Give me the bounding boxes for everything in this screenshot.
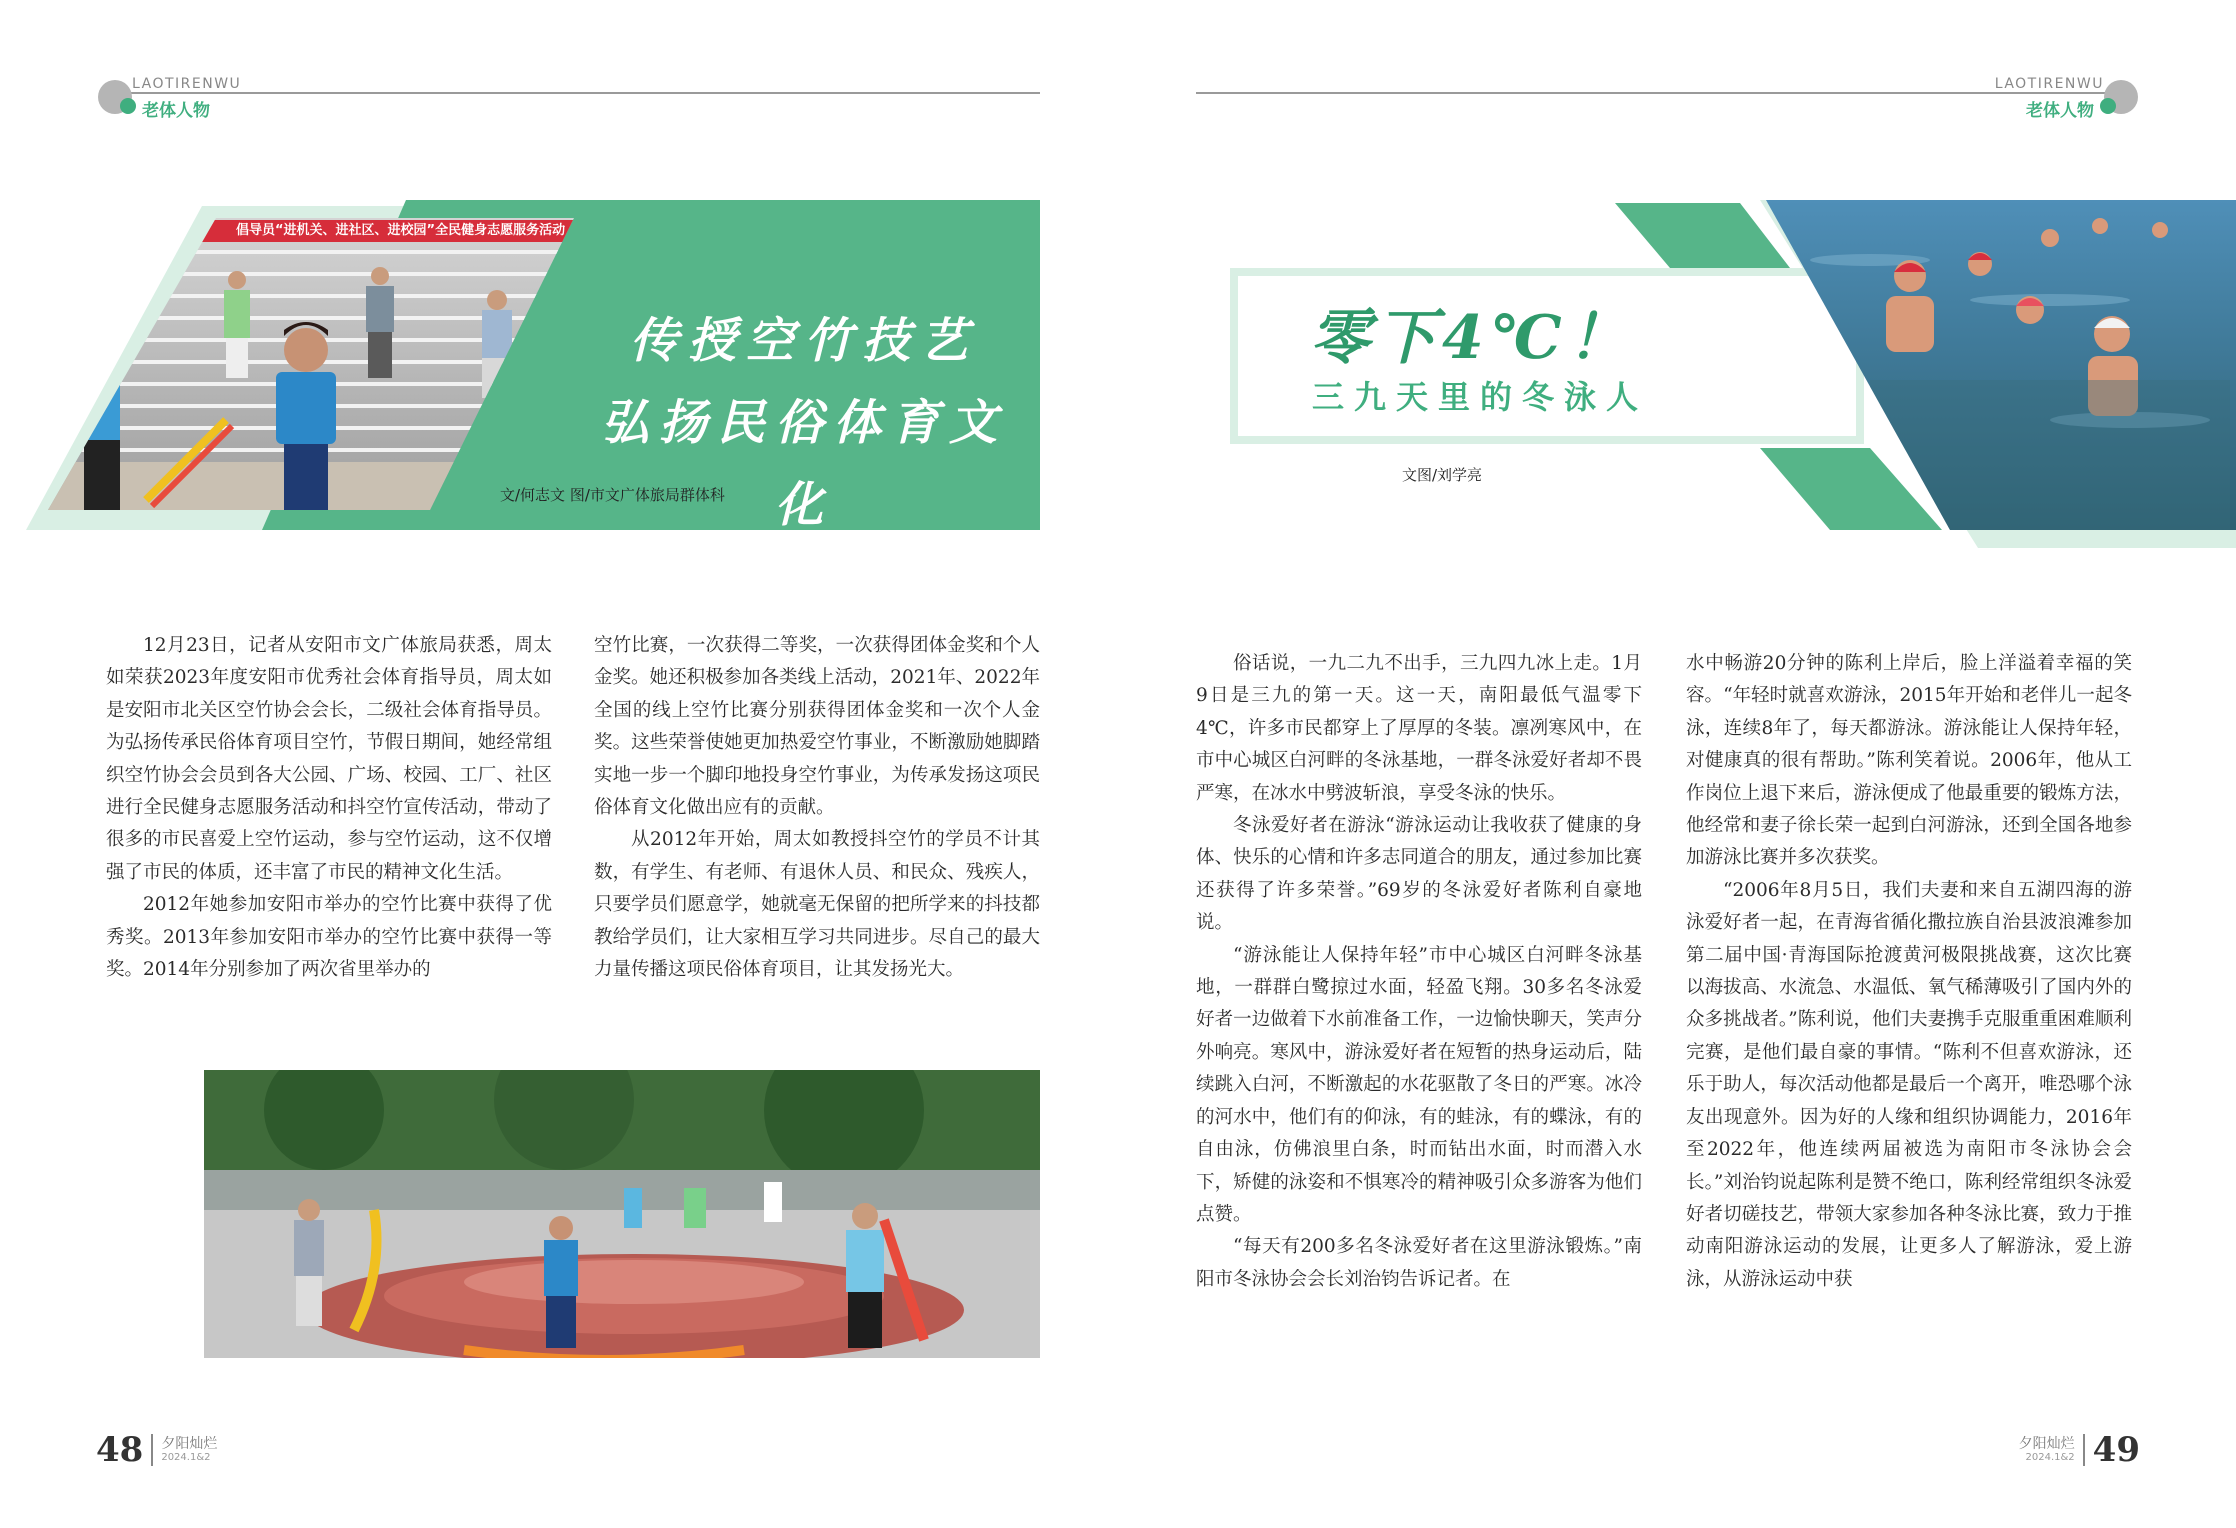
article-subtitle-right: 三九天里的冬泳人	[1312, 378, 1649, 416]
byline-left: 文/何志文 图/市文广体旅局群体科	[500, 486, 725, 504]
issue-date: 2024.1&2	[2025, 1452, 2075, 1463]
paragraph: 从2012年开始，周太如教授抖空竹的学员不计其数，有学生、有老师、有退休人员、和民众、残疾人，只要学员们愿意学，她就毫无保留的把所学来的抖技都教给学员们，让大家相互学习共同进步。尽自己的最大力量传播这项民俗体育项目，让其发扬光大。	[594, 829, 1040, 981]
header-dot-green	[120, 98, 136, 114]
article-title-right: 零下4℃！	[1310, 303, 1634, 373]
header-rule	[126, 92, 1040, 94]
magazine-info	[161, 1436, 217, 1464]
photo-group-kongzhu	[204, 1070, 1040, 1358]
running-header-left	[96, 72, 1040, 122]
right-text-column-1	[1196, 648, 1642, 1296]
paragraph: “游泳能让人保持年轻”市中心城区白河畔冬泳基地，一群群白鹭掠过水面，轻盈飞翔。30多名冬泳爱好者一边做着下水前准备工作，一边愉快聊天，笑声分外响亮。寒风中，游泳爱好者在短暂的热身运动后，陆续跳入白河，不断激起的水花驱散了冬日的严寒。冰冷的河水中，他们有的仰泳，有的蛙泳，有的蝶泳，有的自由泳，仿佛浪里白条，时而钻出水面，时而潜入水下，矫健的泳姿和不惧寒冷的精神吸引众多游客为他们点赞。	[1196, 944, 1642, 1225]
left-text-column-2	[594, 630, 1040, 986]
paragraph: 12月23日，记者从安阳市文广体旅局获悉，周太如荣获2023年度安阳市优秀社会体育指导员，周太如是安阳市北关区空竹协会会长，二级社会体育指导员。为弘扬传承民俗体育项目空竹，节假日期间，她经常组织空竹协会会员到各大公园、广场、校园、工厂、社区进行全民健身志愿服务活动和抖空竹宣传活动，带动了很多的市民喜爱上空竹运动，参与空竹运动，这不仅增强了市民的体质，还丰富了市民的精神文化生活。	[106, 635, 552, 883]
issue-date: 2024.1&2	[161, 1452, 211, 1463]
header-latin: LAOTIRENWU	[1994, 76, 2104, 92]
paragraph: 2012年她参加安阳市举办的空竹比赛中获得了优秀奖。2013年参加安阳市举办的空竹比赛中获得一等奖。2014年分别参加了两次省里举办的	[106, 894, 552, 981]
right-page	[1118, 0, 2236, 1528]
magazine-name: 夕阳灿烂	[161, 1436, 218, 1452]
paragraph: 冬泳爱好者在游泳“游泳运动让我收获了健康的身体、快乐的心情和许多志同道合的朋友，通过参加比赛还获得了许多荣誉。”69岁的冬泳爱好者陈利自豪地说。	[1196, 815, 1642, 934]
right-text-column-2	[1686, 648, 2132, 1296]
paragraph: 水中畅游20分钟的陈利上岸后，脸上洋溢着幸福的笑容。“年轻时就喜欢游泳，2015年开始和老伴儿一起冬泳，连续8年了，每天都游泳。游泳能让人保持年轻，对健康真的很有帮助。”陈利笑着说。2006年，他从工作岗位上退下来后，游泳便成了他最重要的锻炼方法，他经常和妻子徐长荣一起到白河游泳，还到全国各地参加游泳比赛并多次获奖。	[1686, 653, 2132, 869]
photo-sign-text: 倡导员“进机关、进社区、进校园”全民健身志愿服务活动	[236, 223, 566, 238]
header-latin: LAOTIRENWU	[132, 76, 242, 92]
folio-left	[96, 1430, 217, 1470]
left-text-column-1	[106, 630, 552, 986]
header-section: 老体人物	[2026, 101, 2094, 121]
paragraph: “每天有200多名冬泳爱好者在这里游泳锻炼。”南阳市冬泳协会会长刘治钧告诉记者。在	[1196, 1236, 1642, 1290]
running-header-right	[1196, 72, 2140, 122]
page-number: 49	[2092, 1430, 2140, 1470]
folio-divider	[151, 1434, 153, 1466]
folio-divider	[2083, 1434, 2085, 1466]
paragraph: 空竹比赛，一次获得二等奖，一次获得团体金奖和个人金奖。她还积极参加各类线上活动，2021年、2022年全国的线上空竹比赛分别获得团体金奖和一次个人金奖。这些荣誉使她更加热爱空竹事业，不断激励她脚踏实地一步一个脚印地投身空竹事业，为传承发扬这项民俗体育文化做出应有的贡献。	[594, 635, 1040, 819]
paragraph: “2006年8月5日，我们夫妻和来自五湖四海的游泳爱好者一起，在青海省循化撒拉族自治县波浪滩参加第二届中国·青海国际抢渡黄河极限挑战赛，这次比赛以海拔高、水流急、水温低、氧气稀薄吸引了国内外的众多挑战者。”陈利说，他们夫妻携手克服重重困难顺利完赛，是他们最自豪的事情。“陈利不但喜欢游泳，还乐于助人，每次活动他都是最后一个离开，唯恐哪个泳友出现意外。因为好的人缘和组织协调能力，2016年至2022年，他连续两届被选为南阳市冬泳协会会长。”刘治钧说起陈利是赞不绝口，陈利经常组织冬泳爱好者切磋技艺，带领大家参加各种冬泳比赛，致力于推动南阳游泳运动的发展，让更多人了解游泳，爱上游泳，从游泳运动中获	[1686, 879, 2132, 1290]
banner-green-tab-top	[1615, 203, 1790, 268]
article-title-left	[574, 300, 1034, 546]
article-banner-right	[1230, 200, 2236, 548]
header-dot-green	[2100, 98, 2116, 114]
byline-right: 文图/刘学亮	[1402, 466, 1483, 484]
page-number: 48	[96, 1430, 144, 1470]
magazine-name: 夕阳灿烂	[2018, 1436, 2075, 1452]
article-banner-left	[26, 200, 1040, 533]
title-left-line2: 弘扬民俗体育文化	[600, 395, 1007, 533]
folio-right	[2019, 1430, 2140, 1470]
paragraph: 俗话说，一九二九不出手，三九四九冰上走。1月9日是三九的第一天。这一天，南阳最低气温零下4℃，许多市民都穿上了厚厚的冬装。凛冽寒风中，在市中心城区白河畔的冬泳基地，一群冬泳爱好者却不畏严寒，在冰水中劈波斩浪，享受冬泳的快乐。	[1196, 653, 1642, 804]
magazine-info	[2019, 1436, 2075, 1464]
title-left-line1: 传授空竹技艺	[629, 313, 978, 369]
header-rule	[1196, 92, 2110, 94]
header-section: 老体人物	[142, 101, 210, 121]
